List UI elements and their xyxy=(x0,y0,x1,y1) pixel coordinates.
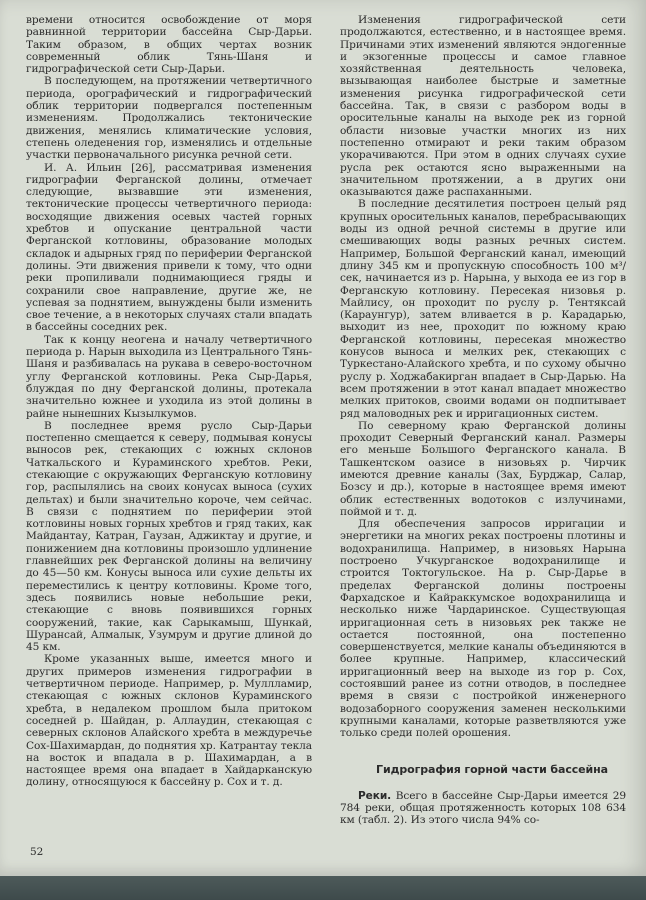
paragraph-text: Всего в бассейне Сыр-Дарьи имеется 29 784 реки, общая протяженность которых 108 634 км (табл. 2). Из этого числа 94% со- xyxy=(340,789,626,827)
paragraph: По северному краю Ферганской долины проходит Северный Ферганский канал. Размеры его меньше Большого Ферганского канала. В Ташкентском оазисе в низовьях р. Чирчик имеются древние каналы (Зах, Бурджар, Салар, Бозсу и др.), которые в настоящее время имеют облик естественных водотоков с излучинами, поймой и т. д. xyxy=(340,419,626,518)
paragraph: В последние десятилетия построен целый ряд крупных оросительных каналов, перебрасывающих воды из одной речной системы в другие или смешивающих воды разных речных систем. Например, Большой Ферганский канал, имеющий длину 345 км и пропускную способность 100 м³/сек, начинается из р. Нарына, у выхода ее из гор в Ферганскую котловину. Пересекая низовья р. Майлису, он проходит по руслу р. Тентяксай (Караунгур), затем вливается в р. Карадарью, выходит из нее, проходит по южному краю Ферганской котловины, пересекая множество конусов выноса и мелких рек, стекающих с Туркестано-Алайского хребта, и по сухому обычно руслу р. Ходжабакирган впадает в Сыр-Дарью. На всем протяжении в этот канал впадает множество мелких притоков, своими водами он подпитывает ряд маловодных рек и ирригационных систем. xyxy=(340,198,626,420)
run-in-heading: Реки. xyxy=(358,789,392,802)
page-number: 52 xyxy=(30,846,44,858)
left-column xyxy=(26,14,312,789)
paragraph: В последующем, на протяжении четвертичного периода, орографический и гидрографический облик территории подвергался постепенным изменениям. Продолжались тектонические движения, менялись климатические условия, степень оледенения гор, изменялись и отдельные участки первоначального рисунка речной сети. xyxy=(26,75,312,162)
paragraph: Так к концу неогена и началу четвертичного периода р. Нарын выходила из Центрального Тянь-Шаня и разбивалась на рукава в северо-восточном углу Ферганской котловины. Река Сыр-Дарья, блуждая по дну Ферганской долины, протекала значительно южнее и уходила из этой долины в райне нынешних Кызылкумов. xyxy=(26,333,312,420)
paragraph-rivers xyxy=(340,790,626,827)
paragraph: В последнее время русло Сыр-Дарьи постепенно смещается к северу, подмывая конусы выносов рек, стекающих с южных склонов Чаткальского и Кураминского хребтов. Реки, стекающие с окружающих Ферганскую котловину гор, распылялись на своих конусах выноса (сухих дельтах) и были значительно короче, чем сейчас. В связи с поднятием по периферии этой котловины новых горных хребтов и гряд таких, как Майдантау, Катран, Гаузан, Аджиктау и другие, и понижением дна котловины произошло удлинение главнейших рек Ферганской долины на величину до 45—50 км. Конусы выноса или сухие дельты их переместились к центру котловины. Кроме того, здесь появились новые небольшие реки, стекающие с вновь появившихся горных сооружений, такие, как Сарыкамыш, Шункай, Шурансай, Алмалык, Узумрум и другие длиной до 45 км. xyxy=(26,419,312,654)
background-strip xyxy=(0,876,646,900)
section-heading: Гидрография горной части бассейна xyxy=(376,762,608,776)
paragraph: Изменения гидрографической сети продолжаются, естественно, и в настоящее время. Причинами этих изменений являются эндогенные и экзогенные процессы и самое главное хозяйственная деятельность человека, вызывающая наиболее быстрые и заметные изменения рисунка гидрографической сети бассейна. Так, в связи с разбором воды в оросительные каналы на выходе рек из горной области низовые участки многих из них постепенно отмирают и реки таким образом укорачиваются. При этом в одних случаях сухие русла рек остаются ясно выраженными на значительном протяжении, а в других они оказываются даже распаханными. xyxy=(340,14,626,199)
right-column xyxy=(340,14,626,827)
paragraph: Кроме указанных выше, имеется много и других примеров изменения гидрографии в четвертичном периоде. Например, р. Муллламир, стекающая с южных склонов Кураминского хребта, в недалеком прошлом была притоком соседней р. Шайдан, р. Аллаудин, стекающая с северных склонов Алайского хребта в междуречье Сох-Шахимардан, до поднятия хр. Катрантау текла на восток и впадала в р. Шахимардан, а в настоящее время она впадает в Хайдарканскую долину, относящуюся к бассейну р. Сох и т. д. xyxy=(26,653,312,789)
paragraph: времени относится освобождение от моря равнинной территории бассейна Сыр-Дарьи. Таким образом, в общих чертах возник современный облик Тянь-Шаня и гидрографической сети Сыр-Дарьи. xyxy=(26,14,312,76)
paragraph: Для обеспечения запросов ирригации и энергетики на многих реках построены плотины и водохранилища. Например, в низовьях Нарына построено Учкурганское водохранилище и строится Токтогульское. На р. Сыр-Дарье в пределах Ферганской долины построены Фархадское и Кайраккумское водохранилища и несколько ниже Чардаринское. Существующая ирригационная сеть в низовьях рек также не остается постоянной, она постепенно совершенствуется, мелкие каналы объединяются в более крупные. Например, классический ирригационный веер на выходе из гор р. Сох, состоявший ранее из сотни отводов, в последнее время в связи с постройкой инженерного водозаборного сооружения заменен несколькими крупными каналами, которые разветвляются уже только среди полей орошения. xyxy=(340,518,626,740)
paragraph: И. А. Ильин [26], рассматривая изменения гидрографии Ферганской долины, отмечает следующие, вызвавшие эти изменения, тектонические процессы четвертичного периода: восходящие движения осевых частей горных хребтов и опускание центральной части Ферганской котловины, образование молодых складок и адырных гряд по периферии Ферганской долины. Эти движения привели к тому, что одни реки пропиливали поднимающиеся гряды и сохранили свое направление, другие же, не успевая за поднятием, вынуждены были изменить свое течение, а в некоторых случаях стали впадать в бассейны соседних рек. xyxy=(26,161,312,334)
